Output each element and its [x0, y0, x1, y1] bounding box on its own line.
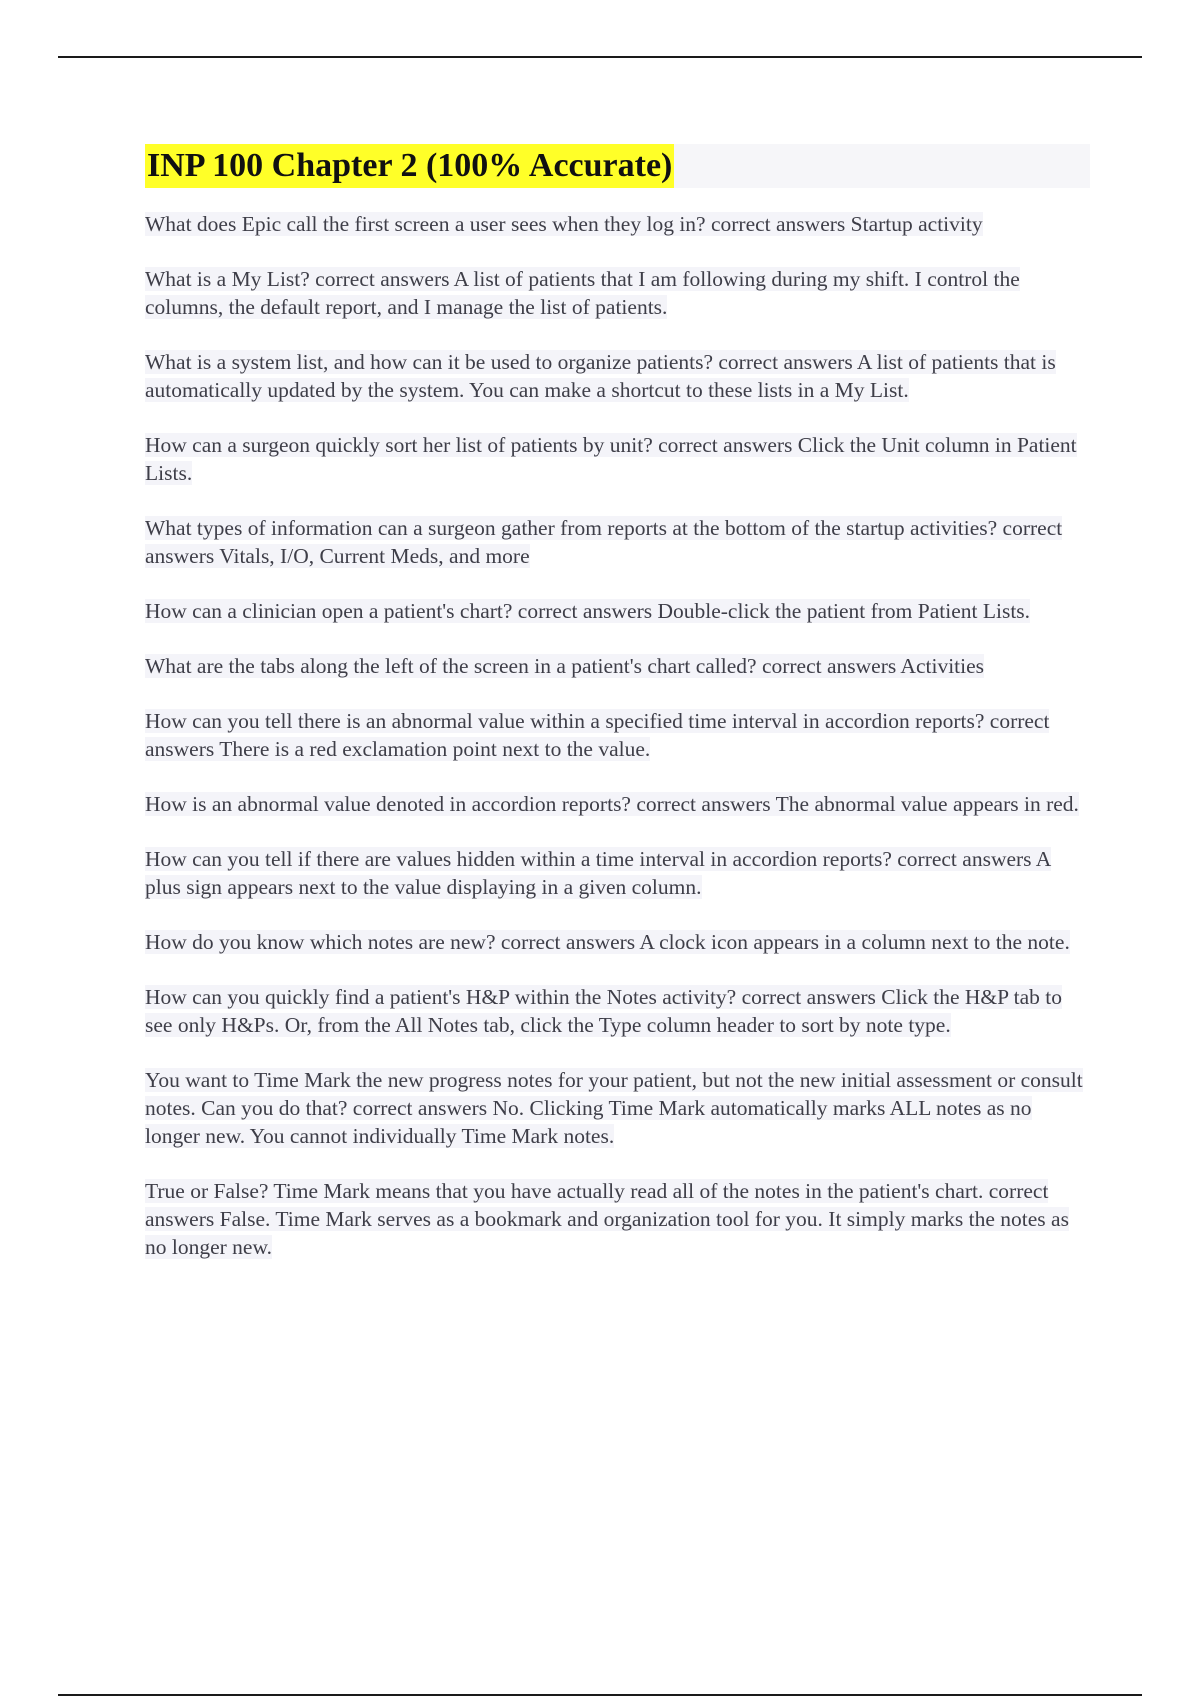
qa-text: What does Epic call the first screen a user sees when they log in? correct answers Startup activity [145, 212, 983, 236]
qa-text: What is a My List? correct answers A list of patients that I am following during my shift. I control the columns, the default report, and I manage the list of patients. [145, 267, 1020, 319]
qa-text: How can a clinician open a patient's chart? correct answers Double-click the patient from Patient Lists. [145, 599, 1031, 623]
qa-text: How do you know which notes are new? correct answers A clock icon appears in a column next to the note. [145, 930, 1070, 954]
qa-text: How is an abnormal value denoted in accordion reports? correct answers The abnormal value appears in red. [145, 792, 1079, 816]
document-body [145, 144, 1090, 1288]
qa-text: What are the tabs along the left of the screen in a patient's chart called? correct answers Activities [145, 654, 985, 678]
qa-item [145, 1177, 1090, 1261]
bottom-rule [58, 1694, 1142, 1696]
qa-item [145, 845, 1090, 901]
qa-text: How can you tell there is an abnormal value within a specified time interval in accordion reports? correct answers There is a red exclamation point next to the value. [145, 709, 1050, 761]
qa-text: How can a surgeon quickly sort her list of patients by unit? correct answers Click the Unit column in Patient Lists. [145, 433, 1077, 485]
page-title: INP 100 Chapter 2 (100% Accurate) [145, 144, 674, 188]
qa-item [145, 1066, 1090, 1150]
qa-text: What types of information can a surgeon gather from reports at the bottom of the startup activities? correct answers Vitals, I/O, Current Meds, and more [145, 516, 1063, 568]
qa-text: You want to Time Mark the new progress notes for your patient, but not the new initial assessment or consult notes. Can you do that? correct answers No. Clicking Time Mark automatically marks ALL notes as no longer new. You cannot individually Time Mark notes. [145, 1068, 1083, 1148]
qa-item [145, 652, 1090, 680]
qa-text: How can you tell if there are values hidden within a time interval in accordion reports? correct answers A plus sign appears next to the value displaying in a given column. [145, 847, 1052, 899]
top-rule [58, 56, 1142, 58]
qa-item [145, 348, 1090, 404]
qa-item [145, 928, 1090, 956]
qa-item [145, 707, 1090, 763]
title-bar [145, 144, 1090, 188]
qa-item [145, 597, 1090, 625]
qa-item [145, 431, 1090, 487]
qa-text: True or False? Time Mark means that you have actually read all of the notes in the patient's chart. correct answers False. Time Mark serves as a bookmark and organization tool for you. It simply marks the notes as no longer new. [145, 1179, 1069, 1259]
qa-item [145, 210, 1090, 238]
qa-item [145, 514, 1090, 570]
qa-text: How can you quickly find a patient's H&P within the Notes activity? correct answers Click the H&P tab to see only H&Ps. Or, from the All Notes tab, click the Type column header to sort by note type. [145, 985, 1063, 1037]
qa-text: What is a system list, and how can it be used to organize patients? correct answers A list of patients that is automatically updated by the system. You can make a shortcut to these lists in a My List. [145, 350, 1056, 402]
qa-item [145, 983, 1090, 1039]
qa-item [145, 790, 1090, 818]
qa-item [145, 265, 1090, 321]
